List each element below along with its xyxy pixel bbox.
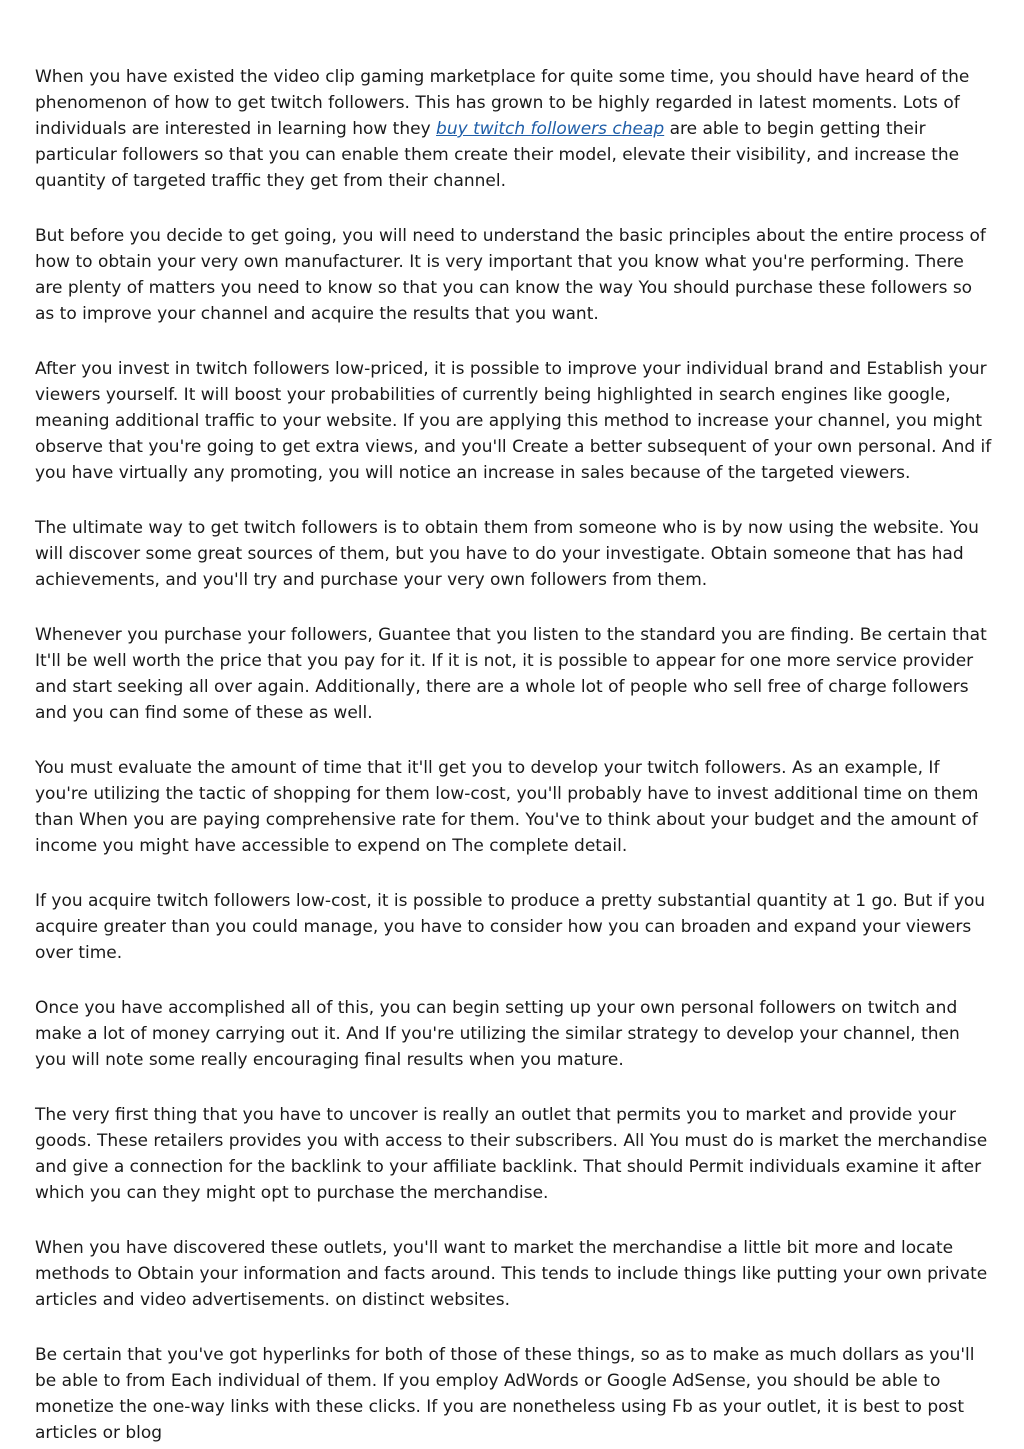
paragraph-2: But before you decide to get going, you will need to understand the basic principles about the entire process of how to obtain your very own manufacturer. It is very important that you know what you're performing. There are plenty of matters you need to know so that you can know the way You should purchase these followers so as to improve your channel and acquire the results that you want.: [35, 226, 986, 324]
paragraph-11: Be certain that you've got hyperlinks for both of those of these things, so as to make as much dollars as you'll be able to from Each individual of them. If you employ AdWords or Google AdSense, you should be able to monetize the one-way links with these clicks. If you are nonetheless using Fb as your outlet, it is best to post articles or blog: [35, 1345, 975, 1443]
buy-twitch-followers-link[interactable]: buy twitch followers cheap: [436, 119, 665, 139]
paragraph-3: After you invest in twitch followers low-priced, it is possible to improve your individual brand and Establish your viewers yourself. It will boost your probabilities of currently being highlighted in search engines like google, meaning additional traffic to your website. If you are applying this method to increase your channel, you might observe that you're going to get extra views, and you'll Create a better subsequent of your own personal. And if you have virtually any promoting, you will notice an increase in sales because of the targeted viewers.: [35, 359, 992, 483]
paragraph-4: The ultimate way to get twitch followers is to obtain them from someone who is by now using the website. You will discover some great sources of them, but you have to do your investigate. Obtain someone that has had achievements, and you'll try and purchase your very own followers from them.: [35, 518, 979, 590]
paragraph-1-text-after: are able to begin getting their particular followers so that you can enable them create their model, elevate their visibility, and increase the quantity of targeted traffic they get from their channel.: [35, 119, 960, 191]
paragraph-1: [35, 64, 993, 194]
paragraph-8: Once you have accomplished all of this, you can begin setting up your own personal followers on twitch and make a lot of money carrying out it. And If you're utilizing the similar strategy to develop your channel, then you will note some really encouraging final results when you mature.: [35, 998, 960, 1070]
paragraph-1-text-before: When you have existed the video clip gaming marketplace for quite some time, you should have heard of the phenomenon of how to get twitch followers. This has grown to be highly regarded in latest moments. Lots of individuals are interested in learning how they: [35, 67, 970, 139]
document-page: [35, 64, 993, 1446]
paragraph-6: You must evaluate the amount of time that it'll get you to develop your twitch followers. As an example, If you're utilizing the tactic of shopping for them low-cost, you'll probably have to invest additional time on them than When you are paying comprehensive rate for them. You've to think about your budget and the amount of income you might have accessible to expend on The complete detail.: [35, 758, 979, 856]
paragraph-7: If you acquire twitch followers low-cost, it is possible to produce a pretty substantial quantity at 1 go. But if you acquire greater than you could manage, you have to consider how you can broaden and expand your viewers over time.: [35, 891, 986, 963]
paragraph-10: When you have discovered these outlets, you'll want to market the merchandise a little bit more and locate methods to Obtain your information and facts around. This tends to include things like putting your own private articles and video advertisements. on distinct websites.: [35, 1238, 988, 1310]
paragraph-9: The very first thing that you have to uncover is really an outlet that permits you to market and provide your goods. These retailers provides you with access to their subscribers. All You must do is market the merchandise and give a connection for the backlink to your affiliate backlink. That should Permit individuals examine it after which you can they might opt to purchase the merchandise.: [35, 1105, 988, 1203]
paragraph-5: Whenever you purchase your followers, Guantee that you listen to the standard you are finding. Be certain that It'll be well worth the price that you pay for it. If it is not, it is possible to appear for one more service provider and start seeking all over again. Additionally, there are a whole lot of people who sell free of charge followers and you can find some of these as well.: [35, 625, 987, 723]
